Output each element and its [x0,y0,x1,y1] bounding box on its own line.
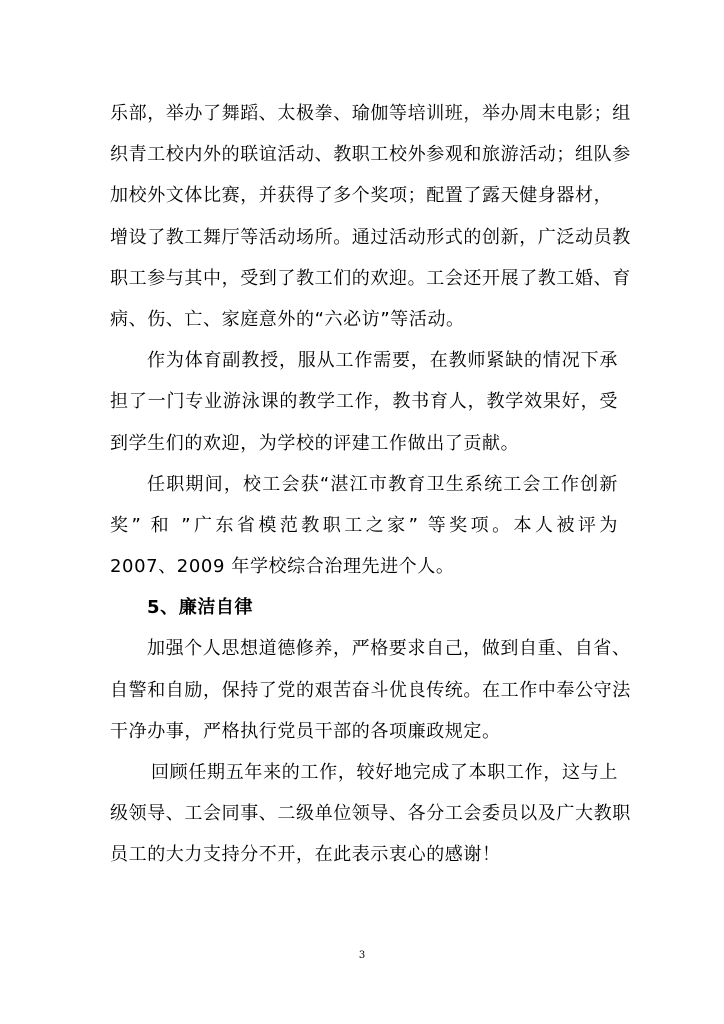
page-number: 3 [358,950,366,961]
paragraph-line: 干净办事，严格执行党员干部的各项廉政规定。 [110,720,501,742]
paragraph-line: 回顾任期五年来的工作，较好地完成了本职工作，这与上 [151,762,618,783]
paragraph-line: 担了一门专业游泳课的教学工作，教书育人，教学效果好，受 [110,391,618,413]
paragraph-line: 织青工校内外的联谊活动、教职工校外参观和旅游活动；组队参 [110,144,631,166]
paragraph-line: 员工的大力支持分不开，在此表示衷心的感谢！ [110,844,501,866]
paragraph-line: 加校外文体比赛，并获得了多个奖项；配置了露天健身器材， [110,185,613,207]
paragraph-line: 任职期间，校工会获“湛江市教育卫生系统工会工作创新 [147,473,618,495]
paragraph-line: 作为体育副教授，服从工作需要，在教师紧缺的情况下承 [147,350,618,372]
paragraph-line: 2007、2009 年学校综合治理先进个人。 [110,556,455,578]
paragraph-line: 加强个人思想道德修养，严格要求自己，做到自重、自省、 [147,638,631,660]
paragraph-line: 自警和自励，保持了党的艰苦奋斗优良传统。在工作中奉公守法 [110,679,631,701]
paragraph-line: 病、伤、亡、家庭意外的“六必访”等活动。 [110,308,465,330]
section-heading: 5、廉洁自律 [147,597,254,619]
paragraph-line: 增设了教工舞厅等活动场所。通过活动形式的创新，广泛动员教 [110,226,631,248]
paragraph-line: 到学生们的欢迎，为学校的评建工作做出了贡献。 [110,432,520,454]
paragraph-line: 职工参与其中，受到了教工们的欢迎。工会还开展了教工婚、育 [110,267,631,289]
paragraph-line: 奖” 和 ”广东省模范教职工之家” 等奖项。本人被评为 [110,514,618,536]
paragraph-line: 级领导、工会同事、二级单位领导、各分工会委员以及广大教职 [110,803,631,825]
document-body [110,93,631,876]
paragraph-line: 乐部，举办了舞蹈、太极拳、瑜伽等培训班，举办周末电影；组 [110,103,631,124]
